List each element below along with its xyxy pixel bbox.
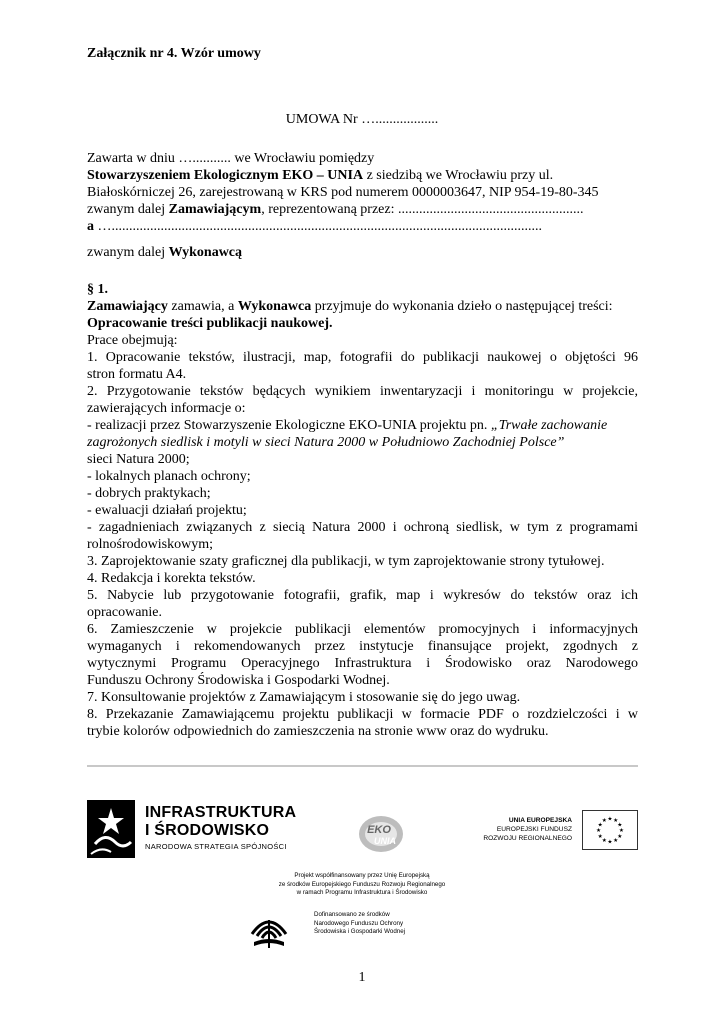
wykonawca-line xyxy=(87,244,242,261)
works-intro: Prace obejmują: xyxy=(87,333,178,348)
item-2-line-g: - dobrych praktykach; xyxy=(87,486,211,501)
item-6-line-c: wytycznymi Programu Operacyjnego Infrastruktura i Środowisko oraz Narodowego xyxy=(87,656,638,671)
zamawiajacy-line xyxy=(87,201,584,218)
zamawiajacy-bold: Zamawiający xyxy=(87,299,168,314)
item-6-line-a: 6. Zamieszczenie w projekcie publikacji elementów promocyjnych i informacyjnych xyxy=(87,622,638,637)
and-prefix: a xyxy=(87,219,94,234)
subject-line: Opracowanie treści publikacji naukowej. xyxy=(87,316,333,331)
represented-text: , reprezentowaną przez: ..................................................... xyxy=(261,202,584,217)
cofinance-line3: w ramach Programu Infrastruktura i Środowisko xyxy=(296,889,428,896)
is-logo-line2: I ŚRODOWISKO xyxy=(145,822,270,839)
infrastruktura-logo xyxy=(85,798,295,862)
named-prefix: zwanym dalej xyxy=(87,245,169,260)
nfosigw-logo-icon xyxy=(248,908,290,950)
item-2-line-c xyxy=(87,417,607,434)
eu-star-icon: ★ xyxy=(613,837,619,844)
nfos-line3: Środowiska i Gospodarki Wodnej xyxy=(314,928,406,935)
eu-star-icon: ★ xyxy=(618,828,624,835)
party1-line xyxy=(87,167,553,184)
named-prefix: zwanym dalej xyxy=(87,202,169,217)
eu-star-icon: ★ xyxy=(617,822,623,829)
party1-rest: z siedzibą we Wrocławiu przy ul. xyxy=(363,168,554,183)
cofinance-line1: Projekt współfinansowany przez Unię Europejską xyxy=(294,872,430,879)
eu-star-icon: ★ xyxy=(613,818,619,825)
item-3: 3. Zaprojektowanie szaty graficznej dla publikacji, w tym zaprojektowanie strony tytułowej. xyxy=(87,554,605,569)
item-1-line-a: 1. Opracowanie tekstów, ilustracji, map, fotografii do publikacji naukowej o objętości 96 xyxy=(87,350,638,365)
item-4: 4. Redakcja i korekta tekstów. xyxy=(87,571,256,586)
unia-text: UNIA xyxy=(374,836,396,846)
eko-unia-logo xyxy=(355,810,407,860)
wykonawca-name: Wykonawcą xyxy=(168,245,243,260)
eu-star-icon: ★ xyxy=(597,822,603,829)
item-1-line-b: stron formatu A4. xyxy=(87,367,187,382)
eu-text xyxy=(483,816,572,843)
eu-line1: UNIA EUROPEJSKA xyxy=(508,817,572,824)
eu-flag-icon xyxy=(582,810,638,850)
eu-line2: EUROPEJSKI FUNDUSZ xyxy=(496,826,572,833)
item-6-line-b: wymaganych i rekomendowanych przez instytucje finansujące projekt, zgodnych z xyxy=(87,639,638,654)
eu-star-icon: ★ xyxy=(597,833,603,840)
is-logo-text xyxy=(145,804,296,851)
eko-text: EKO xyxy=(367,824,391,836)
item-2-line-h: - ewaluacji działań projektu; xyxy=(87,503,247,518)
eu-line3: ROZWOJU REGIONALNEGO xyxy=(483,835,572,842)
is-logo-line3: NARODOWA STRATEGIA SPÓJNOŚCI xyxy=(145,842,287,851)
item-2-line-e: sieci Natura 2000; xyxy=(87,452,190,467)
section-heading: § 1. xyxy=(87,282,108,297)
section-line-1 xyxy=(87,298,613,315)
eu-star-icon: ★ xyxy=(607,839,613,846)
item-2-line-f: - lokalnych planach ochrony; xyxy=(87,469,251,484)
wykonawca-bold: Wykonawca xyxy=(237,299,312,314)
eu-star-icon: ★ xyxy=(601,818,607,825)
contract-number: UMOWA Nr ….................. xyxy=(285,112,439,127)
item-7: 7. Konsultowanie projektów z Zamawiającym i stosowanie się do jego uwag. xyxy=(87,690,521,705)
item-2-line-j: rolnośrodowiskowym; xyxy=(87,537,213,552)
eko-unia-emblem xyxy=(355,810,407,860)
item-8-line-b: trybie kolorów odpowiednich do zamieszczenia na stronie www oraz do wydruku. xyxy=(87,724,549,739)
eu-star-icon: ★ xyxy=(607,816,613,823)
item-2-line-a: 2. Przygotowanie tekstów będących wynikiem inwentaryzacji i monitoringu w projekcie, xyxy=(87,384,638,399)
page-number: 1 xyxy=(358,970,366,985)
eu-logo xyxy=(483,810,638,860)
item-5-line-a: 5. Nabycie lub przygotowanie fotografii, grafik, map i wykresów do tekstów oraz ich xyxy=(87,588,638,603)
nfos-line1: Dofinansowano ze środków xyxy=(314,911,390,918)
contract-intro: Zawarta w dniu …........... we Wrocławiu pomiędzy xyxy=(87,151,375,166)
eu-star-icon: ★ xyxy=(617,833,623,840)
star-figure-icon xyxy=(85,798,137,860)
eu-star-icon: ★ xyxy=(601,837,607,844)
item-2-line-d: zagrożonych siedlisk i motyli w sieci Natura 2000 w Południowo Zachodniej Polsce” xyxy=(87,435,565,450)
nfosigw-text xyxy=(314,911,405,937)
nfos-line2: Narodowego Funduszu Ochrony xyxy=(314,919,404,927)
address-line: Białoskórniczej 26, zarejestrowaną w KRS pod numerem 0000003647, NIP 954-19-80-345 xyxy=(87,185,599,200)
party1-name: Stowarzyszeniem Ekologicznym EKO – UNIA xyxy=(87,168,364,183)
text-span: zamawia, a xyxy=(167,299,238,314)
project-title-italic: „Trwałe zachowanie xyxy=(490,418,608,433)
cofinancing-note xyxy=(0,872,724,898)
item-8-line-a: 8. Przekazanie Zamawiającemu projektu publikacji w formacie PDF o rozdzielczości i w xyxy=(87,707,638,722)
item-2-line-i: - zagadnieniach związanych z siecią Natura 2000 i ochroną siedlisk, w tym z programami xyxy=(87,520,638,535)
eu-star-icon: ★ xyxy=(596,828,602,835)
cofinance-line2: ze środków Europejskiego Funduszu Rozwoju Regionalnego xyxy=(278,880,446,888)
zamawiajacy-name: Zamawiającym xyxy=(168,202,262,217)
item-6-line-d: Funduszu Ochrony Środowiska i Gospodarki Wodnej. xyxy=(87,673,390,688)
attachment-title: Załącznik nr 4. Wzór umowy xyxy=(87,46,261,61)
party2-line xyxy=(87,218,542,235)
footer-divider xyxy=(87,765,638,767)
party2-dots: …........................................................................................................................... xyxy=(94,219,542,234)
text-span: - realizacji przez Stowarzyszenie Ekologiczne EKO-UNIA projektu pn. xyxy=(87,418,491,433)
item-2-line-b: zawierających informacje o: xyxy=(87,401,246,416)
item-5-line-b: opracowanie. xyxy=(87,605,163,620)
is-logo-line1: INFRASTRUKTURA xyxy=(145,804,297,821)
text-span: przyjmuje do wykonania dzieło o następującej treści: xyxy=(311,299,613,314)
